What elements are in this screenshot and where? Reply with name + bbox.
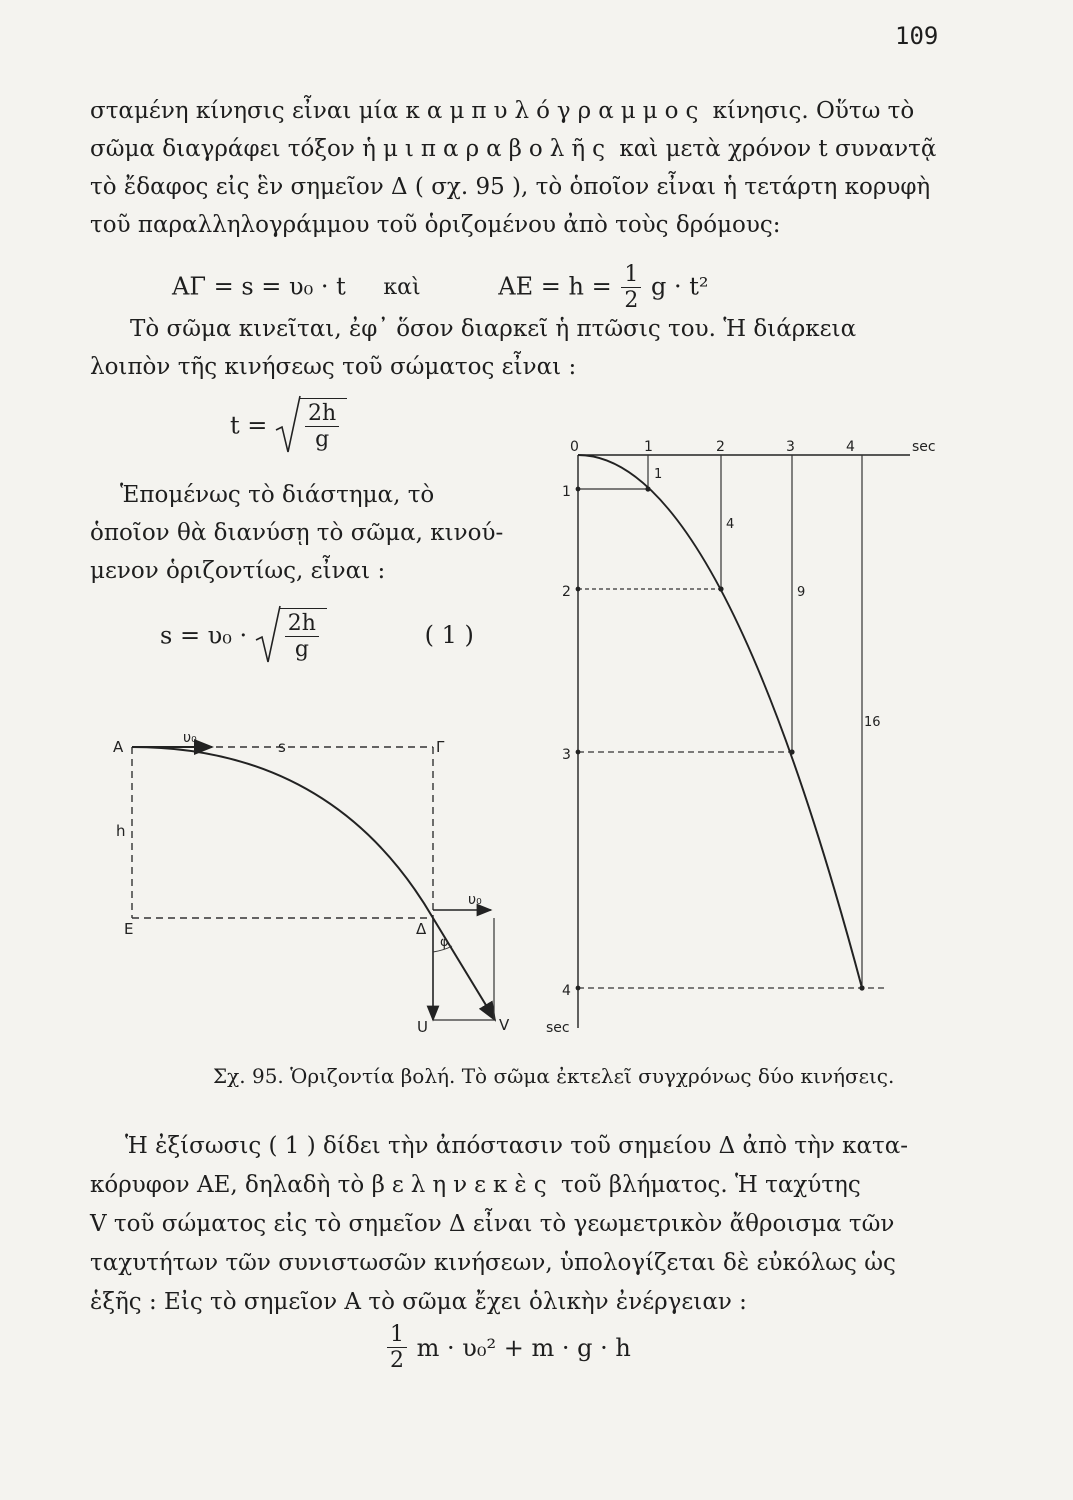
- label-A: A: [113, 738, 124, 756]
- label-h: h: [116, 822, 126, 840]
- eq1-fraction: $\frac{1}{2}$: [621, 262, 641, 314]
- point-value-label: 1: [654, 467, 663, 482]
- point-value-label: 16: [864, 715, 881, 730]
- label-G: Γ: [436, 738, 445, 756]
- left-axis-unit: sec: [546, 1020, 570, 1036]
- spaced-term: καμπυλόγραμμος: [405, 98, 706, 124]
- text-line: τοῦ παραλληλογράμμου τοῦ ὁριζομένου ἀπὸ τοὺς δρόμους:: [90, 212, 781, 238]
- label-v0-right: υ₀: [468, 892, 482, 908]
- top-tick-label: 2: [716, 439, 725, 455]
- label-v0: υ₀: [183, 730, 197, 746]
- eq1-conj: καὶ: [383, 275, 421, 301]
- eq3-den: g: [294, 637, 309, 663]
- text-line: ταχυτήτων τῶν συνιστωσῶν κινήσεων, ὑπολογίζεται δὲ εὐκόλως ὡς: [90, 1250, 896, 1276]
- axis-tick-point: [576, 487, 581, 492]
- text-line: Ἡ ἐξίσωσις ( 1 ) δίδει τὴν ἀπόστασιν τοῦ σημείου Δ ἀπὸ τὴν κατα-: [125, 1133, 909, 1159]
- point-value-label: 9: [797, 585, 806, 600]
- top-tick-label: 4: [846, 439, 855, 455]
- text-fragment: καὶ μετὰ χρόνον t συναντᾷ: [612, 136, 937, 162]
- left-tick-label: 1: [562, 484, 571, 500]
- eq2-num: 2h: [305, 401, 339, 427]
- figure-caption: Σχ. 95. Ὁριζοντία βολή. Τὸ σῶμα ἐκτελεῖ συγχρόνως δύο κινήσεις.: [213, 1064, 895, 1088]
- text-line: Τὸ σῶμα κινεῖται, ἐφ᾽ ὅσον διαρκεῖ ἡ πτῶσις του. Ἡ διάρκεια: [130, 316, 857, 342]
- trajectory-point: [859, 985, 864, 990]
- text-line: [90, 1172, 861, 1198]
- eq2-den: g: [315, 427, 330, 453]
- label-V: V: [499, 1016, 510, 1034]
- spaced-term: ἡμιπαραβολῆς: [362, 136, 613, 162]
- text-fragment: σταμένη κίνησις εἶναι μία: [90, 98, 406, 124]
- eq3-label: ( 1 ): [424, 621, 474, 650]
- trajectory-point: [645, 486, 650, 491]
- top-tick-label: 3: [786, 439, 795, 455]
- label-D: Δ: [416, 920, 427, 938]
- trajectory-point: [718, 586, 723, 591]
- eq1-right-a: ΑΕ = h =: [498, 272, 612, 301]
- eq3-lhs: s = υ₀ ·: [160, 621, 248, 650]
- eq1-left: ΑΓ = s = υ₀ · t: [172, 272, 346, 301]
- text-fragment: τοῦ βλήματος. Ἡ ταχύτης: [553, 1172, 861, 1198]
- text-line: Ἑπομένως τὸ διάστημα, τὸ: [120, 482, 435, 508]
- axis-tick-point: [576, 587, 581, 592]
- spaced-term: βεληνεκὲς: [371, 1172, 554, 1198]
- label-U: U: [417, 1018, 428, 1036]
- eq3-num: 2h: [285, 611, 319, 637]
- left-tick-label: 2: [562, 584, 571, 600]
- axis-tick-point: [576, 986, 581, 991]
- trajectory-curve: [578, 455, 862, 988]
- point-value-label: 4: [726, 517, 735, 532]
- left-tick-label: 4: [562, 983, 571, 999]
- text-line: ἑξῆς : Εἰς τὸ σημεῖον Α τὸ σῶμα ἔχει ὁλικὴν ἐνέργειαν :: [90, 1289, 747, 1315]
- text-fragment: κόρυφον ΑΕ, δηλαδὴ τὸ: [90, 1172, 372, 1198]
- label-s: s: [278, 738, 286, 756]
- text-line: τὸ ἔδαφος εἰς ἓν σημεῖον Δ ( σχ. 95 ), τὸ ὁποῖον εἶναι ἡ τετάρτη κορυφὴ: [90, 174, 931, 200]
- text-line: λοιπὸν τῆς κινήσεως τοῦ σώματος εἶναι :: [90, 354, 577, 380]
- equation-4: [385, 1322, 631, 1374]
- text-line: V τοῦ σώματος εἰς τὸ σημεῖον Δ εἶναι τὸ γεωμετρικὸν ἄθροισμα τῶν: [90, 1211, 895, 1237]
- label-phi: φ: [440, 935, 449, 950]
- top-tick-label: 1: [644, 439, 653, 455]
- left-tick-label: 3: [562, 747, 571, 763]
- top-axis-unit: sec: [912, 439, 936, 455]
- label-E: E: [124, 920, 134, 938]
- text-line: μενον ὁριζοντίως, εἶναι :: [90, 558, 386, 584]
- axis-tick-point: [576, 750, 581, 755]
- page-number: 109: [895, 22, 939, 50]
- text-line: ὁποῖον θὰ διανύσῃ τὸ σῶμα, κινού-: [90, 520, 504, 546]
- eq2-lhs: t =: [230, 411, 268, 440]
- eq1-right-b: g · t²: [651, 272, 709, 301]
- eq4-rest: m · υ₀² + m · g · h: [416, 1333, 631, 1362]
- top-tick-label: 0: [570, 439, 579, 455]
- text-fragment: σῶμα διαγράφει τόξον: [90, 136, 363, 162]
- text-fragment: κίνησις. Οὕτω τὸ: [705, 98, 915, 124]
- trajectory-point: [789, 749, 794, 754]
- eq4-fraction: $\frac{1}{2}$: [387, 1322, 407, 1374]
